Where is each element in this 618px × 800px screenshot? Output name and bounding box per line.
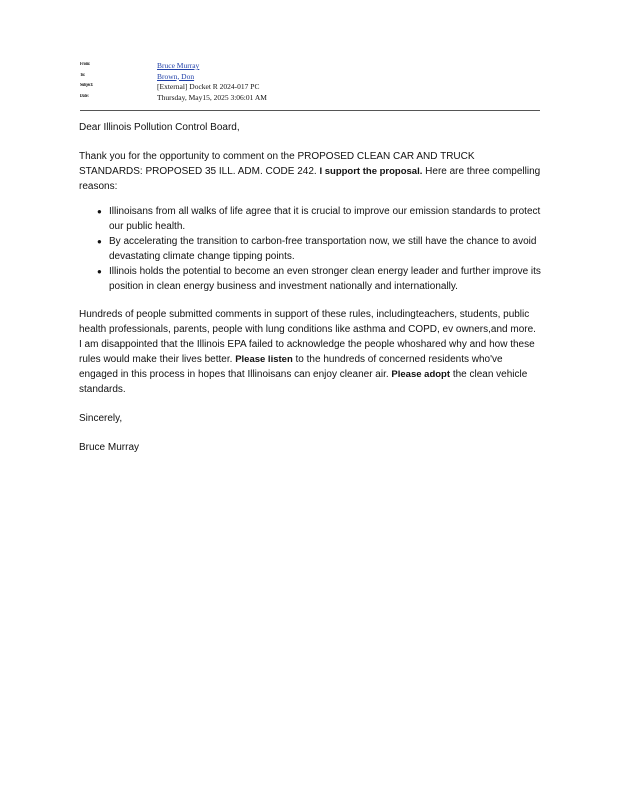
- to-row: [80, 72, 540, 83]
- please-adopt: Please adopt: [391, 369, 451, 380]
- reason-text: By accelerating the transition to carbon-free transportation now, we still have the chance to avoid devastating climate change tipping points.: [109, 236, 537, 262]
- reason-text: Illinois holds the potential to become an even stronger clean energy leader and further improve its position in clean energy business and investment nationally and internationally.: [109, 266, 541, 292]
- date-label: Date:: [80, 93, 89, 99]
- to-link[interactable]: Brown, Don: [157, 71, 195, 81]
- email-header: [80, 61, 540, 103]
- from-label: From:: [80, 62, 91, 67]
- date-value: Thursday, May15, 2025 3:06:01 AM: [157, 92, 267, 102]
- letter-body: [79, 120, 541, 455]
- list-item: [97, 264, 541, 294]
- reasons-list: [79, 204, 541, 294]
- greeting: Dear Illinois Pollution Control Board,: [79, 122, 240, 133]
- bullet-icon: ●: [97, 237, 102, 246]
- subject-row: [80, 82, 540, 93]
- date-row: [80, 93, 540, 104]
- list-item: [97, 234, 541, 264]
- bullet-icon: ●: [97, 267, 102, 276]
- from-link[interactable]: Bruce Murray: [157, 61, 200, 70]
- signature: Bruce Murray: [79, 442, 140, 453]
- please-listen: Please listen: [235, 354, 293, 365]
- body-text-end: the clean vehicle standards.: [79, 369, 528, 395]
- reason-text: Illinoisans from all walks of life agree that it is crucial to improve our emission standards to protect our public health.: [109, 206, 541, 232]
- support-statement: I support the proposal.: [319, 166, 423, 177]
- body-text: Hundreds of people submitted comments in support of these rules, includingteachers, students, public health professionals, parents, people with lung conditions like asthma and COPD, ev owners,and more. I am disappointed that the Illinois EPA failed to acknowledge the people whoshared why and how these rules would make their lives better.: [79, 309, 536, 365]
- from-row: [80, 61, 540, 72]
- subject-value: [External] Docket R 2024-017 PC: [157, 82, 260, 91]
- intro-paragraph: [79, 149, 541, 194]
- body-text-middle: to the hundreds of concerned residents who've engaged in this process in hopes that Illinoisans can enjoy cleaner air.: [79, 354, 503, 380]
- closing: Sincerely,: [79, 413, 123, 424]
- bullet-icon: ●: [97, 207, 102, 216]
- to-label: To:: [80, 72, 86, 78]
- list-item: [97, 204, 541, 234]
- body-paragraph: [79, 307, 541, 397]
- header-divider: [80, 110, 540, 111]
- subject-label: Subject:: [80, 83, 94, 88]
- intro-text-end: Here are three compelling reasons:: [79, 166, 541, 192]
- intro-text: Thank you for the opportunity to comment on the PROPOSED CLEAN CAR AND TRUCK STANDARDS: PROPOSED 35 ILL. ADM. CODE 242.: [79, 151, 475, 177]
